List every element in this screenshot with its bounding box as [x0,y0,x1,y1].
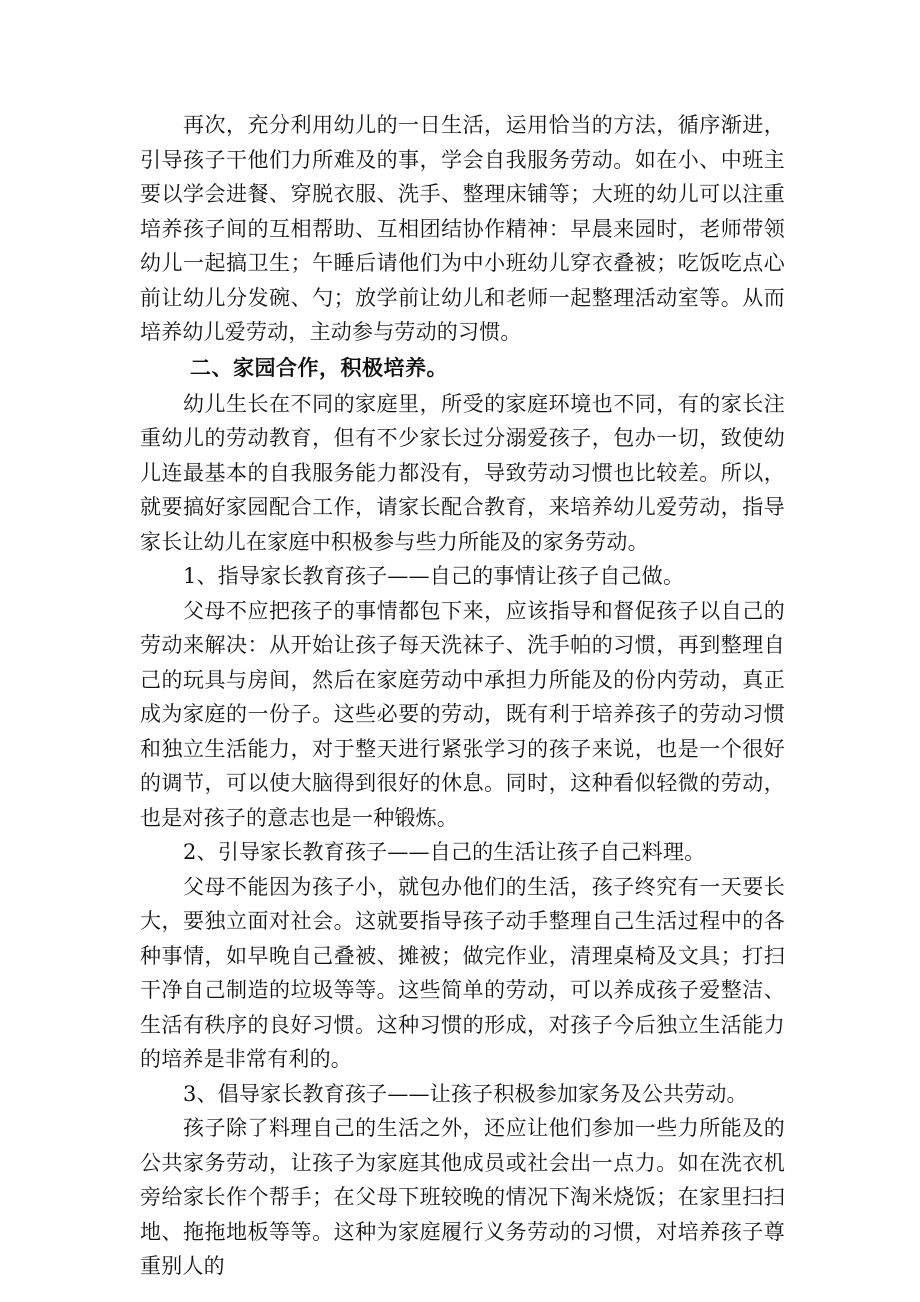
paragraph-section: 幼儿生长在不同的家庭里，所受的家庭环境也不同，有的家长注重幼儿的劳动教育，但有不少家长过分溺爱孩子，包办一切，致使幼儿连最基本的自我服务能力都没有，导致劳动习惯也比较差。所以，就要搞好家园配合工作，请家长配合教育，来培养幼儿爱劳动，指导家长让幼儿在家庭中积极参与些力所能及的家务劳动。 [140,391,785,554]
item2-body: 父母不能因为孩子小，就包办他们的生活，孩子终究有一天要长大，要独立面对社会。这就要指导孩子动手整理自己生活过程中的各种事情，如早晚自己叠被、摊被；做完作业，清理桌椅及文具；打扫干净自己制造的垃圾等等。这些简单的劳动，可以养成孩子爱整洁、生活有秩序的良好习惯。这种习惯的形成，对孩子今后独立生活能力的培养是非常有利的。 [140,874,785,1071]
item3-body: 孩子除了料理自己的生活之外，还应让他们参加一些力所能及的公共家务劳动，让孩子为家庭其他成员或社会出一点力。如在洗衣机旁给家长作个帮手；在父母下班较晚的情况下淘米烧饭；在家里扫扫地、拖拖地板等等。这种为家庭履行义务劳动的习惯，对培养孩子尊重别人的 [140,1116,785,1278]
section-heading: 二、家园合作，积极培养。 [190,355,448,380]
document-body [140,108,785,1284]
item1-heading: 1、指导家长教育孩子——自己的事情让孩子自己做。 [183,564,685,588]
item2-heading: 2、引导家长教育孩子——自己的生活让孩子自己料理。 [183,840,706,864]
item3-heading: 3、倡导家长教育孩子——让孩子积极参加家务及公共劳动。 [183,1081,748,1106]
paragraph-intro: 再次，充分利用幼儿的一日生活，运用恰当的方法，循序渐进，引导孩子干他们力所难及的事，学会自我服务劳动。如在小、中班主要以学会进餐、穿脱衣服、洗手、整理床铺等；大班的幼儿可以注重培养孩子间的互相帮助、互相团结协作精神：早晨来园时，老师带领幼儿一起搞卫生；午睡后请他们为中小班幼儿穿衣叠被；吃饭吃点心前让幼儿分发碗、勺；放学前让幼儿和老师一起整理活动室等。从而培养幼儿爱劳动，主动参与劳动的习惯。 [140,113,785,344]
item1-body: 父母不应把孩子的事情都包下来，应该指导和督促孩子以自己的劳动来解决：从开始让孩子每天洗袜子、洗手帕的习惯，再到整理自己的玩具与房间，然后在家庭劳动中承担力所能及的份内劳动，真正成为家庭的一份子。这些必要的劳动，既有利于培养孩子的劳动习惯和独立生活能力，对于整天进行紧张学习的孩子来说，也是一个很好的调节，可以使大脑得到很好的休息。同时，这种看似轻微的劳动，也是对孩子的意志也是一种锻炼。 [140,598,785,830]
